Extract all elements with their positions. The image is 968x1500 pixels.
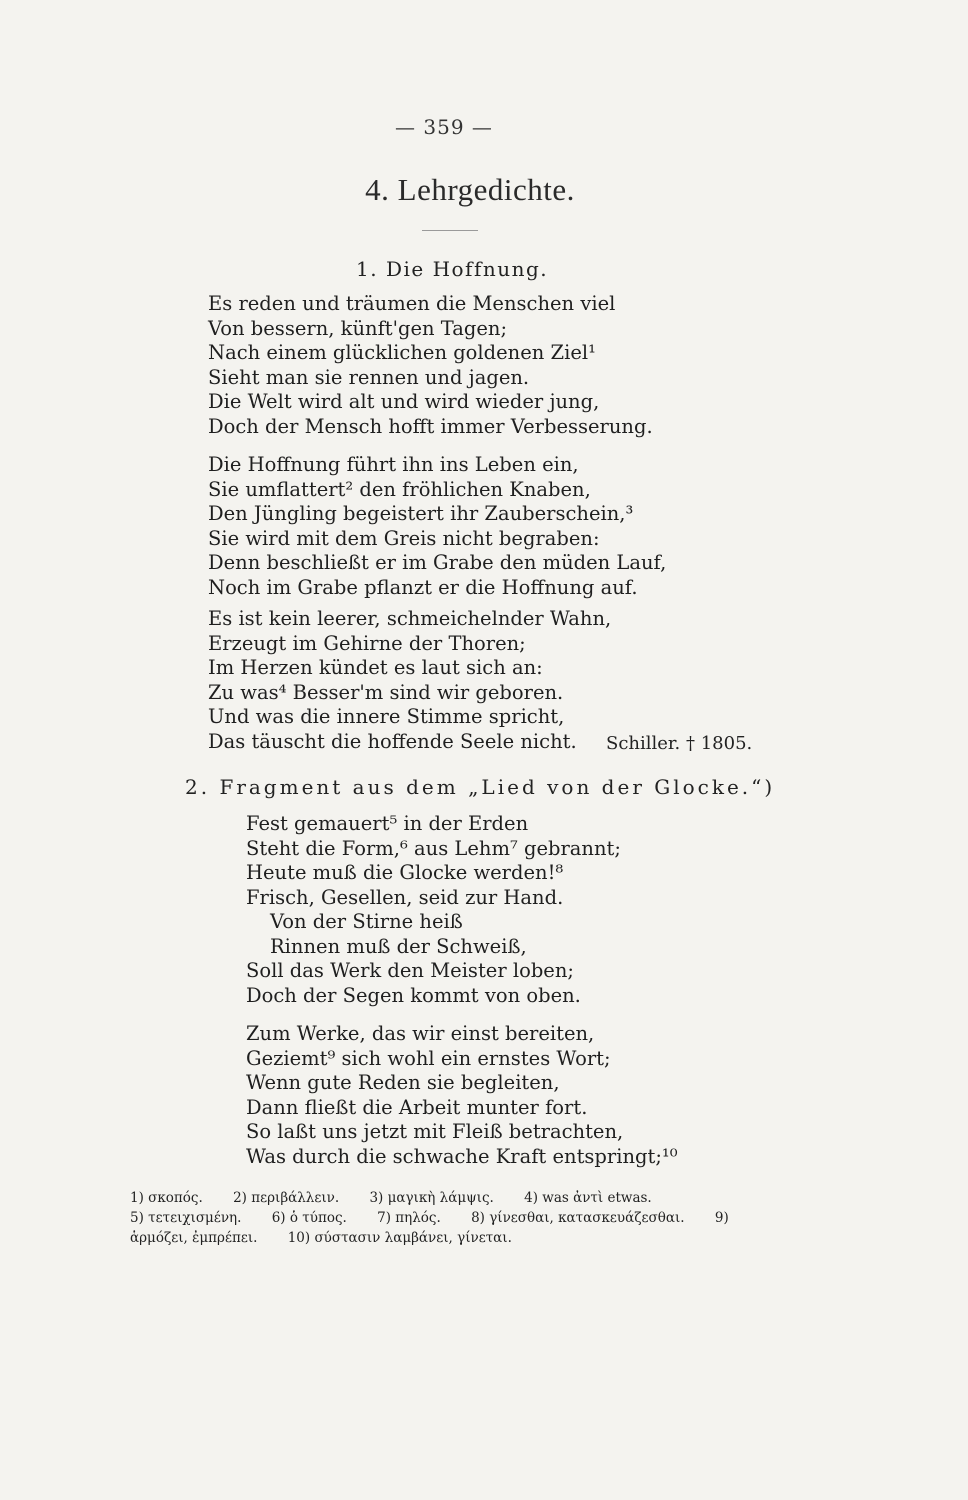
- footnote-row: [130, 1228, 790, 1248]
- verse-line: Doch der Segen kommt von oben.: [246, 983, 581, 1007]
- footnote: 4) was ἀντὶ etwas.: [524, 1190, 652, 1206]
- section-title: 4. Lehrgedichte.: [365, 172, 575, 207]
- footnote: 7) πηλός.: [377, 1210, 441, 1226]
- title-divider: [422, 230, 478, 231]
- footnote: 3) μαγικὴ λάμψις.: [369, 1190, 494, 1206]
- verse-line: Die Hoffnung führt ihn ins Leben ein,: [208, 453, 579, 476]
- footnote: 10) σύστασιν λαμβάνει, γίνεται.: [287, 1230, 512, 1246]
- verse-line: Dann fließt die Arbeit munter fort.: [246, 1095, 588, 1119]
- footnote-row: [130, 1208, 790, 1228]
- verse-line: So laßt uns jetzt mit Fleiß betrachten,: [246, 1120, 624, 1143]
- verse-line: Von der Stirne heiß: [270, 910, 463, 933]
- verse-line: Das täuscht die hoffende Seele nicht.: [208, 729, 577, 753]
- stanza: [208, 292, 653, 439]
- verse-line: Denn beschließt er im Grabe den müden Lauf,: [208, 551, 667, 574]
- footnote: 2) περιβάλλειν.: [233, 1190, 340, 1206]
- verse-line: Nach einem glücklichen goldenen Ziel¹: [208, 341, 596, 364]
- footnote: 8) γίνεσθαι, κατασκευάζεσθαι.: [471, 1210, 685, 1226]
- verse-line: Heute muß die Glocke werden!⁸: [246, 861, 564, 884]
- verse-line: Sieht man sie rennen und jagen.: [208, 365, 530, 389]
- poem-title-glocke: 2. Fragment aus dem „Lied von der Glocke.“): [185, 775, 776, 799]
- stanza: [246, 812, 621, 1008]
- footnote: ἁρμόζει, ἐμπρέπει.: [130, 1230, 258, 1246]
- footnote-row: [130, 1188, 790, 1208]
- verse-line: Frisch, Gesellen, seid zur Hand.: [246, 885, 564, 909]
- verse-line: Den Jüngling begeistert ihr Zauberschein,³: [208, 502, 634, 525]
- verse-line: Und was die innere Stimme spricht,: [208, 705, 565, 728]
- verse-line: Sie wird mit dem Greis nicht begraben:: [208, 526, 600, 550]
- footnotes: [130, 1188, 790, 1248]
- verse-line: Erzeugt im Gehirne der Thoren;: [208, 631, 526, 655]
- poem-title-hoffnung: 1. Die Hoffnung.: [356, 257, 549, 281]
- verse-line: Doch der Mensch hofft immer Verbesserung.: [208, 414, 653, 438]
- verse-line: Fest gemauert⁵ in der Erden: [246, 812, 529, 835]
- stanza: [246, 1022, 678, 1169]
- verse-line: Die Welt wird alt und wird wieder jung,: [208, 390, 600, 413]
- verse-line: Sie umflattert² den fröhlichen Knaben,: [208, 477, 591, 501]
- footnote: 6) ὁ τύπος.: [271, 1210, 347, 1226]
- verse-line: Von bessern, künft'gen Tagen;: [208, 316, 508, 340]
- verse-line: Wenn gute Reden sie begleiten,: [246, 1071, 560, 1094]
- page-number: — 359 —: [395, 115, 493, 139]
- verse-line: Zu was⁴ Besser'm sind wir geboren.: [208, 680, 564, 704]
- footnote: 1) σκοπός.: [130, 1190, 203, 1206]
- verse-line: Es ist kein leerer, schmeichelnder Wahn,: [208, 607, 612, 630]
- verse-line: Noch im Grabe pflanzt er die Hoffnung auf.: [208, 575, 638, 599]
- stanza: [208, 453, 666, 600]
- verse-line: Geziemt⁹ sich wohl ein ernstes Wort;: [246, 1046, 611, 1070]
- footnote: 5) τετειχισμένη.: [130, 1210, 242, 1226]
- stanza: [208, 607, 611, 754]
- verse-line: Es reden und träumen die Menschen viel: [208, 292, 616, 315]
- verse-line: Steht die Form,⁶ aus Lehm⁷ gebrannt;: [246, 836, 621, 860]
- verse-line: Im Herzen kündet es laut sich an:: [208, 656, 543, 679]
- verse-line: Rinnen muß der Schweiß,: [270, 934, 527, 958]
- poem-attribution: Schiller. † 1805.: [606, 733, 753, 754]
- verse-line: Soll das Werk den Meister loben;: [246, 959, 574, 982]
- verse-line: Was durch die schwache Kraft entspringt;¹⁰: [246, 1144, 678, 1168]
- verse-line: Zum Werke, das wir einst bereiten,: [246, 1022, 595, 1045]
- footnote: 9): [714, 1210, 729, 1226]
